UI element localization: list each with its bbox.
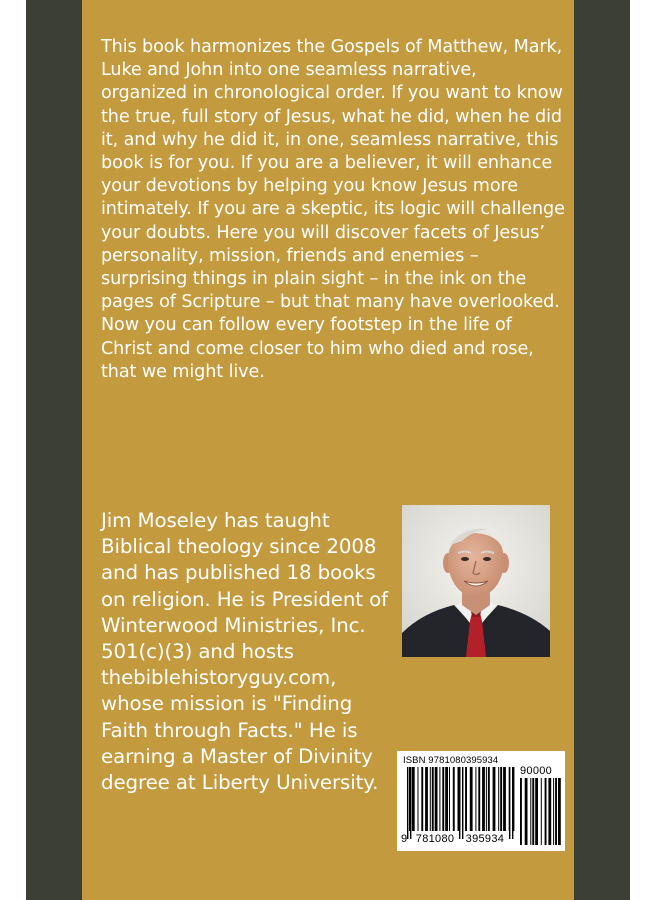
barcode-bar [548,778,551,845]
barcode-bar [453,767,455,831]
barcode-bar [498,767,499,831]
barcode-guard-bar [407,767,408,839]
right-dark-border [574,0,630,900]
barcode-bar [475,767,476,831]
barcode-bar [532,778,534,845]
barcode-number-left: 781080 [415,833,455,845]
barcode-bar [486,767,487,831]
barcode-bar [421,767,423,831]
author-bio: Jim Moseley has taught Biblical theology since 2008 and has published 18 books on religion. He is President of Winterwood Ministries, Inc. 501(c)(3) and hosts thebiblehistoryguy.com, whose mission is "Finding Faith through Facts." He is earning a Master of Divinity degree at Liberty University. [101,509,389,795]
barcode-bar [558,778,561,845]
isbn-label: ISBN 9781080395934 [403,755,499,766]
barcode-bar [445,767,448,831]
barcode-bar [500,767,502,831]
barcode-bar [520,778,522,845]
barcode-bar [430,767,431,831]
barcode-bar [555,778,557,845]
barcode-bar [493,767,496,831]
barcode-bar [488,767,490,831]
barcode-number-lead: 9 [401,833,408,845]
barcode-guard-bar [459,767,460,839]
barcode-guard-bar [410,767,411,839]
barcode-bar [449,767,450,831]
barcode-bar [503,767,506,831]
barcode-bar [442,767,444,831]
barcode-bar [425,767,428,831]
barcode-bar [412,767,415,831]
barcode-addon-number: 90000 [520,765,553,777]
barcode-guard-bar [512,767,513,839]
barcode-guard-bar [462,767,463,839]
isbn-barcode-box [397,751,565,851]
book-description: This book harmonizes the Gospels of Matthew, Mark, Luke and John into one seamless narrative, organized in chronological order. If you want to know the true, full story of Jesus, what he did, when he did it, and why he did it, in one, seamless narrative, this book is for you. If you are a believer, it will enhance your devotions by helping you know Jesus more intimately. If you are a skeptic, its logic will challenge your doubts. Here you will discover facets of Jesus’ personality, mission, friends and enemies – surprising things in plain sight – in the ink on the pages of Scripture – but that many have overlooked. Now you can follow every footstep in the life of Christ and come closer to him who died and rose, that we might live. [101,37,565,382]
author-photo [402,505,550,657]
barcode-bar [465,767,467,831]
barcode-bar [432,767,434,831]
barcode-bar [418,767,419,831]
barcode-bar [545,778,547,845]
barcode-bar [482,767,485,831]
barcode-bar [470,767,473,831]
barcode-number [401,833,504,845]
barcode-bar [478,767,480,831]
left-dark-border [26,0,82,900]
barcode-bar [541,778,542,845]
barcode-guard-bar [509,767,510,839]
barcode-bar [525,778,528,845]
barcode-number-right: 395934 [465,833,505,845]
barcode-bar [530,778,531,845]
barcode-bar [553,778,554,845]
author-portrait-illustration [402,505,550,657]
barcode-bar [535,778,538,845]
barcode-bar [435,767,438,831]
barcode-bar [439,767,440,831]
